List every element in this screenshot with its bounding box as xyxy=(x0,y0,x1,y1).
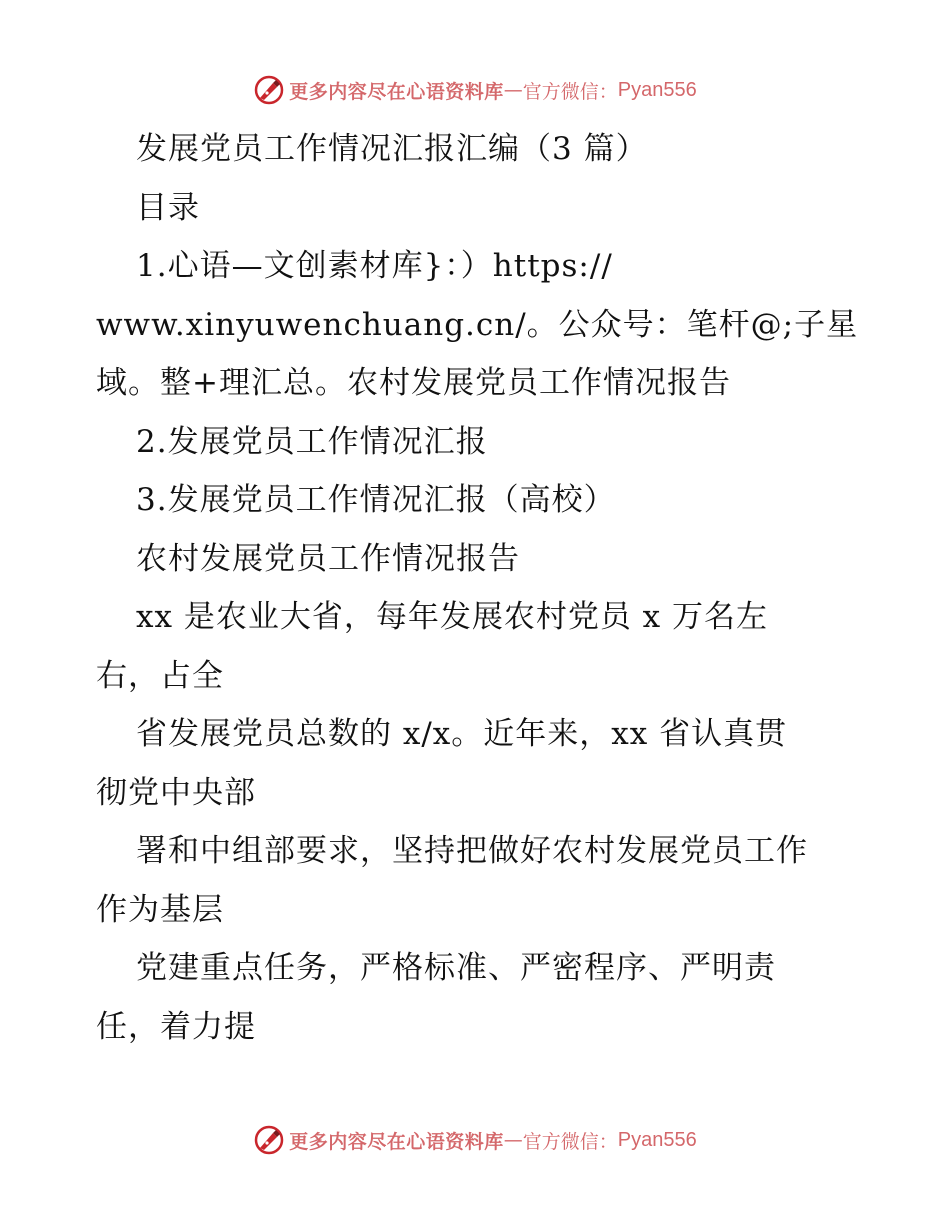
banner-text: 更多内容尽在心语资料库 xyxy=(289,1130,504,1153)
paragraph-line: 作为基层 xyxy=(96,891,224,928)
footer-banner xyxy=(0,1120,950,1160)
toc-item-1-cont: 域。整+理汇总。农村发展党员工作情况报告 xyxy=(96,365,731,401)
paragraph-line: 省发展党员总数的 x/x。近年来，xx 省认真贯 xyxy=(136,716,788,752)
paragraph-line: 任，着力提 xyxy=(96,1008,256,1045)
paragraph-line: xx 是农业大省，每年发展农村党员 x 万名左 xyxy=(136,599,769,635)
banner-wechat-label: 官方微信： xyxy=(522,1130,618,1153)
toc-item-1-cont: www.xinyuwenchuang.cn/。公众号：笔杆@;子星 xyxy=(96,306,859,343)
header-banner xyxy=(0,70,950,110)
pen-nib-logo-icon xyxy=(253,1124,285,1156)
paragraph-line: 党建重点任务，严格标准、严密程序、严明责 xyxy=(136,950,776,986)
paragraph-line: 彻党中央部 xyxy=(96,774,256,811)
toc-item-2: 2.发展党员工作情况汇报 xyxy=(136,423,488,460)
toc-item-3: 3.发展党员工作情况汇报（高校） xyxy=(136,482,616,518)
document-body xyxy=(96,120,859,1056)
paragraph-line: 署和中组部要求，坚持把做好农村发展党员工作 xyxy=(136,833,808,869)
banner-wechat-id: Pyan556 xyxy=(617,78,697,101)
toc-heading: 目录 xyxy=(136,189,200,226)
document-title: 发展党员工作情况汇报汇编（3 篇） xyxy=(136,131,648,167)
banner-text: 更多内容尽在心语资料库 xyxy=(289,80,504,103)
section-heading: 农村发展党员工作情况报告 xyxy=(136,540,520,577)
banner-separator: — xyxy=(503,79,523,101)
pen-nib-logo-icon xyxy=(253,74,285,106)
banner-wechat-id: Pyan556 xyxy=(617,1128,697,1151)
banner-wechat-label: 官方微信： xyxy=(522,80,618,103)
paragraph-line: 右，占全 xyxy=(96,657,224,694)
toc-item-1: 1.心语—文创素材库}：）https:// xyxy=(136,248,613,284)
banner-separator: — xyxy=(503,1129,523,1151)
